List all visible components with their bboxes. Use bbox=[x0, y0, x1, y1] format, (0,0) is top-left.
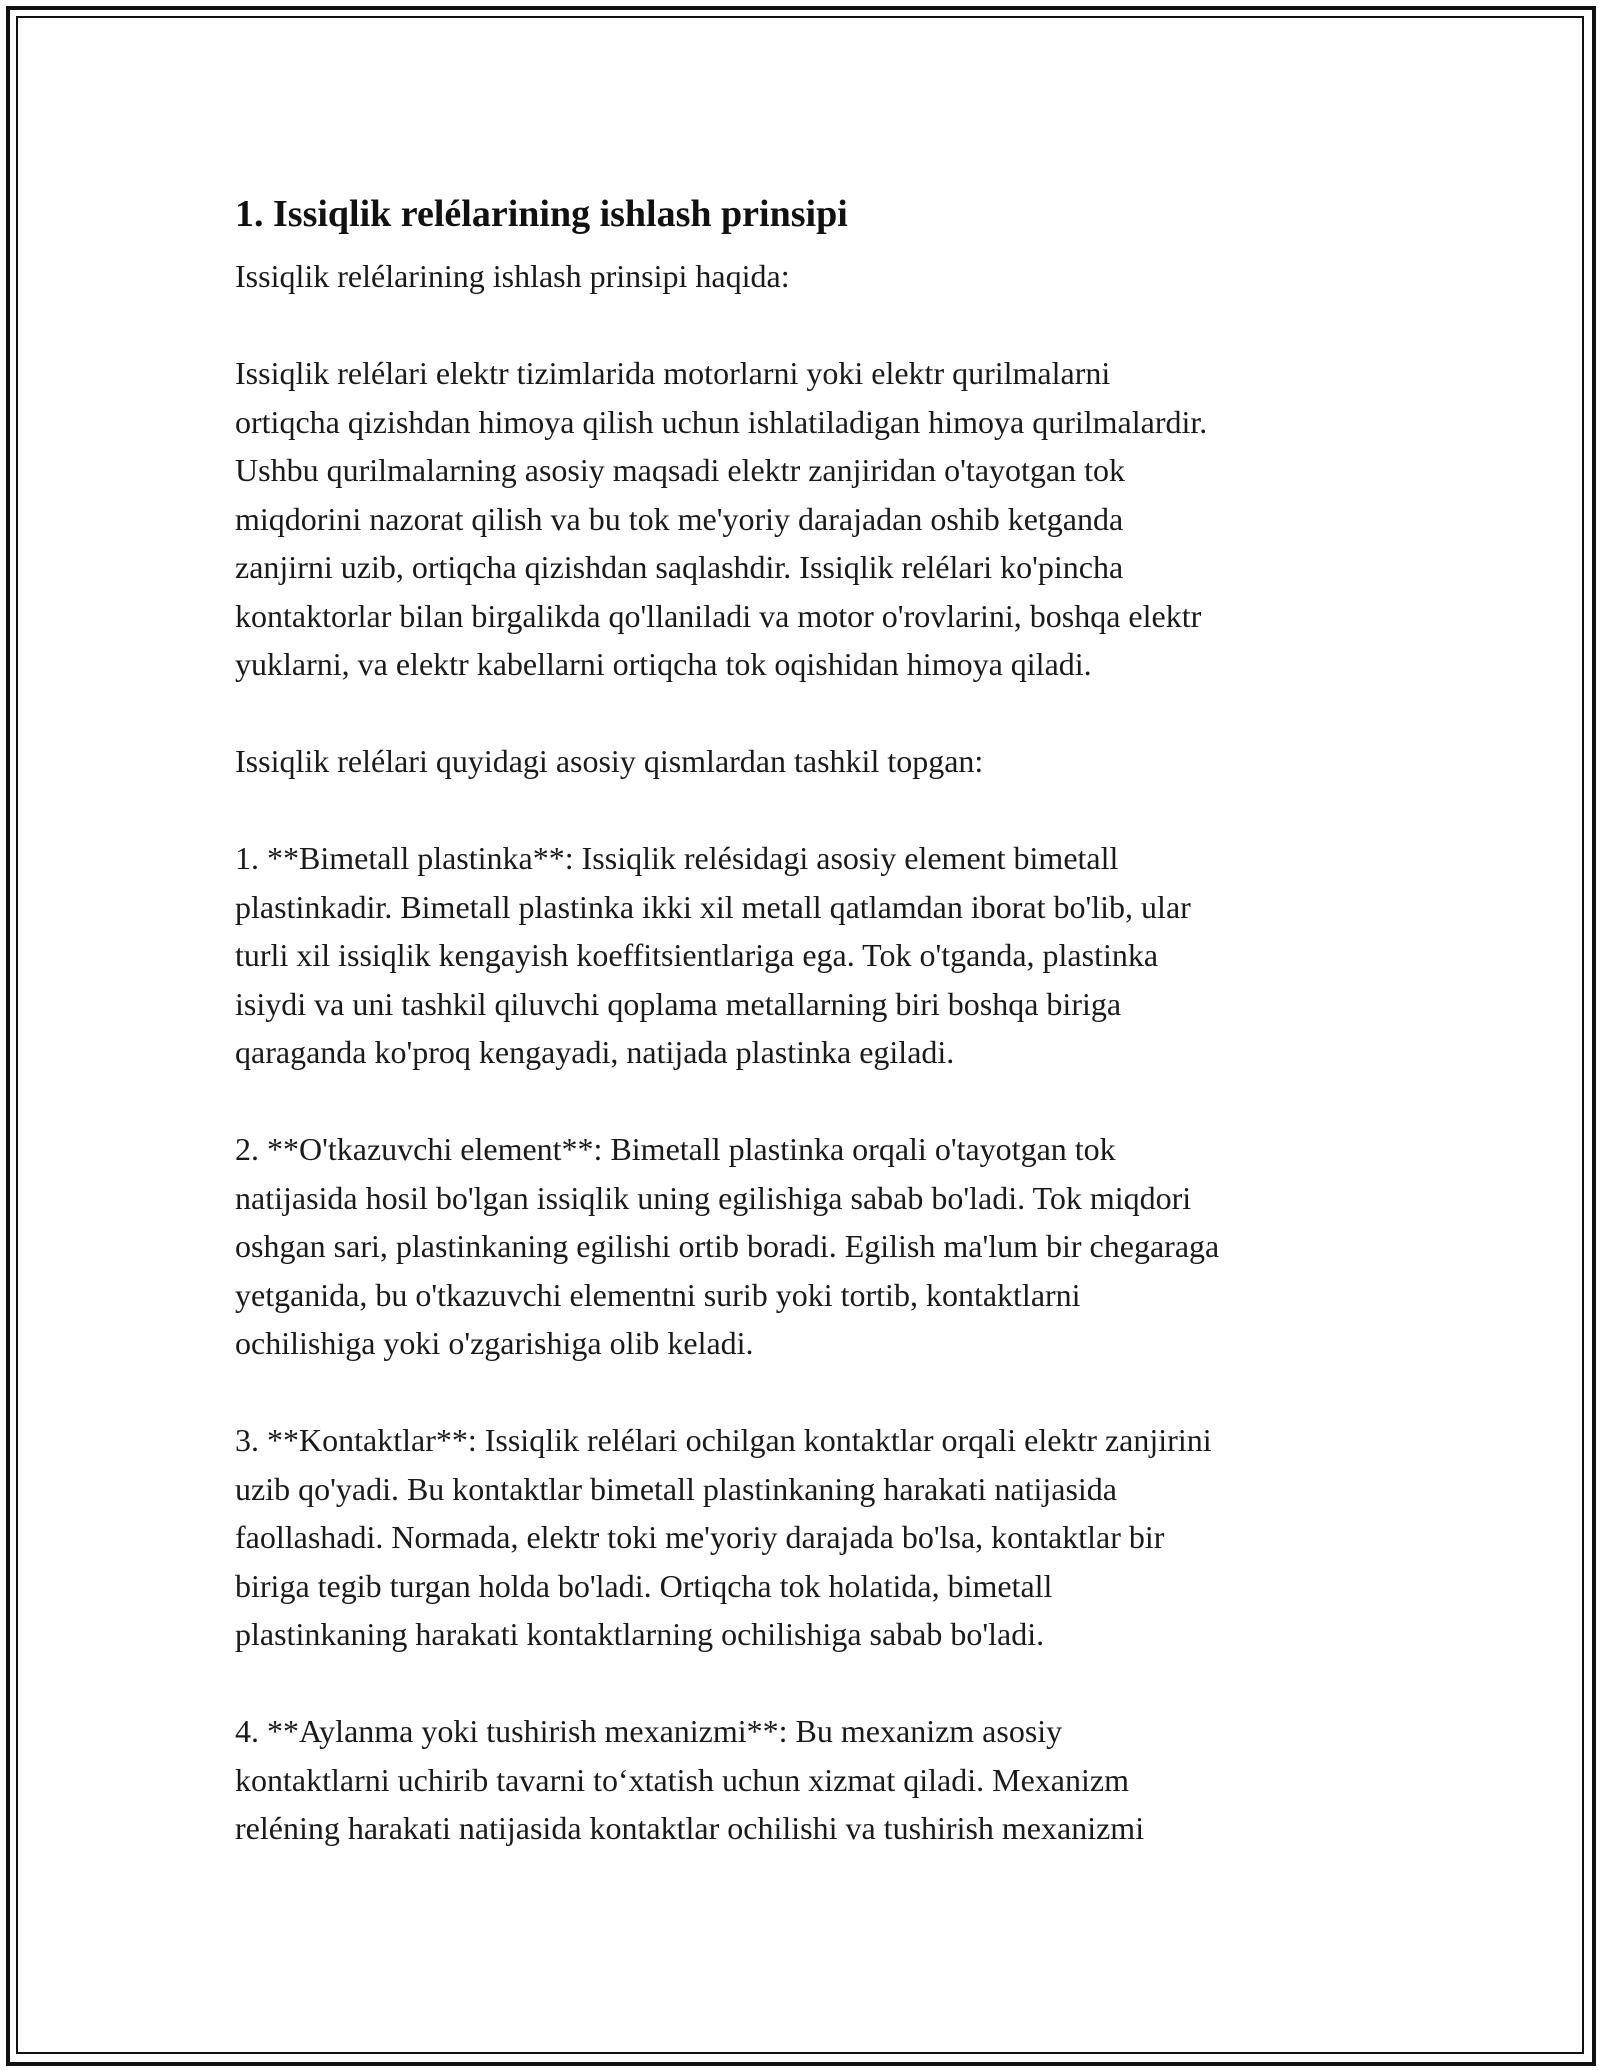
text-line: Issiqlik relélari elektr tizimlarida motorlarni yoki elektr qurilmalarni bbox=[235, 355, 1111, 391]
text-line: Ushbu qurilmalarning asosiy maqsadi elektr zanjiridan o'tayotgan tok bbox=[235, 452, 1125, 488]
text-line: ortiqcha qizishdan himoya qilish uchun ishlatiladigan himoya qurilmalardir. bbox=[235, 403, 1208, 440]
text-line: qaraganda ko'proq kengayadi, natijada plastinka egiladi. bbox=[235, 1034, 955, 1070]
text-line: biriga tegib turgan holda bo'ladi. Ortiqcha tok holatida, bimetall bbox=[235, 1567, 1053, 1604]
section-heading: 1. Issiqlik relélarining ishlash prinsipi bbox=[235, 193, 848, 235]
text-line: uzib qo'yadi. Bu kontaktlar bimetall plastinkaning harakati natijasida bbox=[235, 1470, 1117, 1507]
paragraph bbox=[235, 1707, 1375, 1853]
text-line: oshgan sari, plastinkaning egilishi ortib boradi. Egilish ma'lum bir chegaraga bbox=[235, 1228, 1220, 1264]
text-line: kontaktlarni uchirib tavarni to‘xtatish uchun xizmat qiladi. Mexanizm bbox=[235, 1761, 1129, 1798]
text-line: miqdorini nazorat qilish va bu tok me'yoriy darajadan oshib ketganda bbox=[235, 500, 1124, 537]
paragraph bbox=[235, 737, 1375, 786]
text-line: kontaktorlar bilan birgalikda qo'llaniladi va motor o'rovlarini, boshqa elektr bbox=[235, 597, 1202, 634]
paragraph bbox=[235, 252, 1375, 301]
text-line: isiydi va uni tashkil qiluvchi qoplama metallarning biri boshqa biriga bbox=[235, 985, 1122, 1022]
text-line: Issiqlik relélarining ishlash prinsipi haqida: bbox=[235, 258, 790, 294]
text-line: yetganida, bu o'tkazuvchi elementni surib yoki tortib, kontaktlarni bbox=[235, 1276, 1081, 1313]
text-line: plastinkadir. Bimetall plastinka ikki xil metall qatlamdan iborat bo'lib, ular bbox=[235, 888, 1191, 925]
text-line: 3. **Kontaktlar**: Issiqlik relélari ochilgan kontaktlar orqali elektr zanjirini bbox=[235, 1422, 1212, 1458]
document-body bbox=[235, 252, 1375, 1853]
text-line: ochilishiga yoki o'zgarishiga olib keladi. bbox=[235, 1325, 754, 1361]
text-line: 4. **Aylanma yoki tushirish mexanizmi**: Bu mexanizm asosiy bbox=[235, 1713, 1063, 1749]
document-page bbox=[235, 188, 1375, 1901]
paragraph bbox=[235, 1416, 1375, 1659]
text-line: zanjirni uzib, ortiqcha qizishdan saqlashdir. Issiqlik relélari ko'pincha bbox=[235, 549, 1124, 585]
text-line: Issiqlik relélari quyidagi asosiy qismlardan tashkil topgan: bbox=[235, 743, 984, 779]
text-line: yuklarni, va elektr kabellarni ortiqcha tok oqishidan himoya qiladi. bbox=[235, 646, 1092, 682]
text-line: 2. **O'tkazuvchi element**: Bimetall plastinka orqali o'tayotgan tok bbox=[235, 1131, 1116, 1167]
text-line: natijasida hosil bo'lgan issiqlik uning egilishiga sabab bo'ladi. Tok miqdori bbox=[235, 1179, 1192, 1216]
paragraph bbox=[235, 834, 1375, 1077]
text-line: plastinkaning harakati kontaktlarning ochilishiga sabab bo'ladi. bbox=[235, 1616, 1045, 1652]
paragraph bbox=[235, 1125, 1375, 1368]
paragraph bbox=[235, 349, 1375, 689]
text-line: turli xil issiqlik kengayish koeffitsientlariga ega. Tok o'tganda, plastinka bbox=[235, 937, 1159, 973]
text-line: faollashadi. Normada, elektr toki me'yoriy darajada bo'lsa, kontaktlar bir bbox=[235, 1519, 1165, 1555]
text-line: 1. **Bimetall plastinka**: Issiqlik relésidagi asosiy element bimetall bbox=[235, 840, 1119, 876]
text-line: reléning harakati natijasida kontaktlar ochilishi va tushirish mexanizmi bbox=[235, 1810, 1145, 1846]
